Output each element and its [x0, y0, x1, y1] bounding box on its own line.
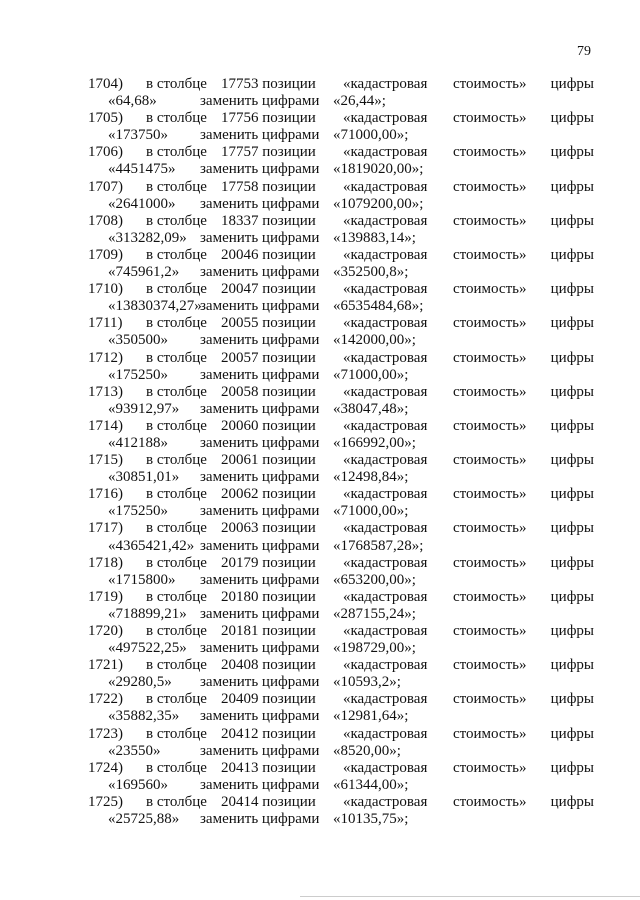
- item-number: 1711): [88, 315, 123, 332]
- item-number: 1715): [88, 452, 123, 469]
- column-label: в столбце: [146, 144, 207, 161]
- value-word: стоимость»: [453, 554, 527, 571]
- cadastral-word: «кадастровая: [343, 315, 428, 332]
- replace-phrase: заменить цифрами: [200, 127, 320, 144]
- column-label: в столбце: [146, 212, 207, 229]
- value-word: стоимость»: [453, 759, 527, 776]
- old-value: «313282,09»: [108, 229, 187, 246]
- cadastral-word: «кадастровая: [343, 417, 428, 434]
- replace-phrase: заменить цифрами: [200, 195, 320, 212]
- list-item: [88, 315, 594, 349]
- column-label: в столбце: [146, 759, 207, 776]
- new-value: «6535484,68»;: [333, 298, 424, 315]
- old-value: «718899,21»: [108, 605, 187, 622]
- value-word: стоимость»: [453, 623, 527, 639]
- value-word: стоимость»: [453, 520, 527, 537]
- cadastral-word: «кадастровая: [343, 246, 428, 263]
- new-value: «38047,48»;: [333, 400, 409, 417]
- item-number: 1716): [88, 486, 123, 503]
- replace-phrase: заменить цифрами: [200, 469, 320, 486]
- new-value: «139883,14»;: [333, 229, 416, 246]
- digits-word: цифры: [550, 246, 594, 263]
- list-item: [88, 76, 594, 110]
- cadastral-word: «кадастровая: [343, 759, 428, 776]
- cadastral-word: «кадастровая: [343, 212, 428, 229]
- column-label: в столбце: [146, 315, 207, 332]
- position-number: 17756 позиции: [221, 110, 316, 127]
- new-value: «166992,00»;: [333, 434, 416, 451]
- column-label: в столбце: [146, 452, 207, 469]
- replace-phrase: заменить цифрами: [200, 332, 320, 349]
- position-number: 20061 позиции: [221, 452, 316, 469]
- column-label: в столбце: [146, 588, 207, 605]
- digits-word: цифры: [550, 725, 594, 742]
- digits-word: цифры: [550, 76, 594, 92]
- new-value: «26,44»;: [333, 93, 386, 110]
- replace-phrase: заменить цифрами: [200, 366, 320, 383]
- new-value: «1819020,00»;: [333, 161, 424, 178]
- item-number: 1705): [88, 110, 123, 127]
- position-number: 20062 позиции: [221, 486, 316, 503]
- position-number: 20057 позиции: [221, 349, 316, 366]
- digits-word: цифры: [550, 691, 594, 708]
- position-number: 20179 позиции: [221, 554, 316, 571]
- item-number: 1706): [88, 144, 123, 161]
- digits-word: цифры: [550, 178, 594, 195]
- old-value: «93912,97»: [108, 400, 180, 417]
- new-value: «61344,00»;: [333, 776, 409, 793]
- digits-word: цифры: [550, 110, 594, 127]
- cadastral-word: «кадастровая: [343, 520, 428, 537]
- new-value: «287155,24»;: [333, 605, 416, 622]
- position-number: 17758 позиции: [221, 178, 316, 195]
- old-value: «4451475»: [108, 161, 176, 178]
- replace-phrase: заменить цифрами: [200, 640, 320, 657]
- replace-phrase: заменить цифрами: [200, 571, 320, 588]
- digits-word: цифры: [550, 144, 594, 161]
- digits-word: цифры: [550, 383, 594, 400]
- position-number: 17753 позиции: [221, 76, 316, 92]
- new-value: «10135,75»;: [333, 811, 409, 828]
- old-value: «29280,5»: [108, 674, 172, 691]
- position-number: 20409 позиции: [221, 691, 316, 708]
- new-value: «352500,8»;: [333, 264, 409, 281]
- digits-word: цифры: [550, 793, 594, 810]
- digits-word: цифры: [550, 212, 594, 229]
- cadastral-word: «кадастровая: [343, 76, 428, 92]
- item-number: 1720): [88, 623, 123, 639]
- old-value: «25725,88»: [108, 811, 180, 828]
- cadastral-word: «кадастровая: [343, 383, 428, 400]
- old-value: «175250»: [108, 503, 168, 520]
- item-number: 1710): [88, 281, 123, 298]
- value-word: стоимость»: [453, 383, 527, 400]
- cadastral-word: «кадастровая: [343, 486, 428, 503]
- list-item: [88, 213, 594, 247]
- item-number: 1721): [88, 657, 123, 674]
- value-word: стоимость»: [453, 793, 527, 810]
- position-number: 20046 позиции: [221, 246, 316, 263]
- column-label: в столбце: [146, 623, 207, 639]
- value-word: стоимость»: [453, 691, 527, 708]
- position-number: 20058 позиции: [221, 383, 316, 400]
- digits-word: цифры: [550, 657, 594, 674]
- replace-phrase: заменить цифрами: [200, 708, 320, 725]
- cadastral-word: «кадастровая: [343, 178, 428, 195]
- position-number: 20047 позиции: [221, 281, 316, 298]
- digits-word: цифры: [550, 759, 594, 776]
- list-item: [88, 418, 594, 452]
- list-item: [88, 691, 594, 725]
- amendment-list: [88, 76, 594, 828]
- list-item: [88, 281, 594, 315]
- list-item: [88, 247, 594, 281]
- old-value: «1715800»: [108, 571, 176, 588]
- column-label: в столбце: [146, 110, 207, 127]
- cadastral-word: «кадастровая: [343, 657, 428, 674]
- list-item: [88, 350, 594, 384]
- column-label: в столбце: [146, 349, 207, 366]
- replace-phrase: заменить цифрами: [200, 264, 320, 281]
- new-value: «71000,00»;: [333, 127, 409, 144]
- list-item: [88, 726, 594, 760]
- replace-phrase: заменить цифрами: [200, 93, 320, 110]
- value-word: стоимость»: [453, 349, 527, 366]
- list-item: [88, 110, 594, 144]
- replace-phrase: заменить цифрами: [200, 811, 320, 828]
- old-value: «35882,35»: [108, 708, 180, 725]
- old-value: «350500»: [108, 332, 168, 349]
- item-number: 1717): [88, 520, 123, 537]
- value-word: стоимость»: [453, 110, 527, 127]
- new-value: «71000,00»;: [333, 503, 409, 520]
- new-value: «142000,00»;: [333, 332, 416, 349]
- replace-phrase: заменить цифрами: [200, 605, 320, 622]
- item-number: 1718): [88, 554, 123, 571]
- item-number: 1712): [88, 349, 123, 366]
- list-item: [88, 657, 594, 691]
- cadastral-word: «кадастровая: [343, 623, 428, 639]
- value-word: стоимость»: [453, 178, 527, 195]
- list-item: [88, 486, 594, 520]
- item-number: 1704): [88, 76, 123, 92]
- replace-phrase: заменить цифрами: [200, 400, 320, 417]
- item-number: 1719): [88, 588, 123, 605]
- new-value: «1079200,00»;: [333, 195, 424, 212]
- replace-phrase: заменить цифрами: [200, 674, 320, 691]
- scan-edge-line: [300, 896, 640, 897]
- cadastral-word: «кадастровая: [343, 144, 428, 161]
- page-number: 79: [577, 44, 591, 59]
- list-item: [88, 179, 594, 213]
- column-label: в столбце: [146, 417, 207, 434]
- column-label: в столбце: [146, 657, 207, 674]
- value-word: стоимость»: [453, 144, 527, 161]
- cadastral-word: «кадастровая: [343, 725, 428, 742]
- old-value: «23550»: [108, 742, 161, 759]
- digits-word: цифры: [550, 452, 594, 469]
- cadastral-word: «кадастровая: [343, 452, 428, 469]
- item-number: 1714): [88, 417, 123, 434]
- list-item: [88, 555, 594, 589]
- value-word: стоимость»: [453, 76, 527, 92]
- column-label: в столбце: [146, 793, 207, 810]
- position-number: 20414 позиции: [221, 793, 316, 810]
- list-item: [88, 520, 594, 554]
- value-word: стоимость»: [453, 246, 527, 263]
- new-value: «10593,2»;: [333, 674, 401, 691]
- column-label: в столбце: [146, 725, 207, 742]
- column-label: в столбце: [146, 691, 207, 708]
- cadastral-word: «кадастровая: [343, 588, 428, 605]
- value-word: стоимость»: [453, 486, 527, 503]
- position-number: 20181 позиции: [221, 623, 316, 639]
- position-number: 20408 позиции: [221, 657, 316, 674]
- new-value: «12981,64»;: [333, 708, 409, 725]
- old-value: «4365421,42»: [108, 537, 195, 554]
- item-number: 1724): [88, 759, 123, 776]
- replace-phrase: заменить цифрами: [200, 537, 320, 554]
- position-number: 20060 позиции: [221, 417, 316, 434]
- digits-word: цифры: [550, 588, 594, 605]
- column-label: в столбце: [146, 178, 207, 195]
- value-word: стоимость»: [453, 588, 527, 605]
- replace-phrase: заменить цифрами: [200, 161, 320, 178]
- item-number: 1707): [88, 178, 123, 195]
- new-value: «8520,00»;: [333, 742, 401, 759]
- replace-phrase: заменить цифрами: [200, 742, 320, 759]
- column-label: в столбце: [146, 246, 207, 263]
- item-number: 1713): [88, 383, 123, 400]
- position-number: 17757 позиции: [221, 144, 316, 161]
- old-value: «169560»: [108, 776, 168, 793]
- old-value: «497522,25»: [108, 640, 187, 657]
- old-value: «13830374,27»: [108, 298, 202, 315]
- value-word: стоимость»: [453, 315, 527, 332]
- replace-phrase: заменить цифрами: [200, 503, 320, 520]
- item-number: 1709): [88, 246, 123, 263]
- old-value: «30851,01»: [108, 469, 180, 486]
- old-value: «745961,2»: [108, 264, 180, 281]
- replace-phrase: заменить цифрами: [200, 298, 320, 315]
- list-item: [88, 794, 594, 828]
- new-value: «198729,00»;: [333, 640, 416, 657]
- list-item: [88, 452, 594, 486]
- column-label: в столбце: [146, 76, 207, 92]
- cadastral-word: «кадастровая: [343, 281, 428, 298]
- new-value: «71000,00»;: [333, 366, 409, 383]
- item-number: 1708): [88, 212, 123, 229]
- new-value: «1768587,28»;: [333, 537, 424, 554]
- cadastral-word: «кадастровая: [343, 691, 428, 708]
- position-number: 18337 позиции: [221, 212, 316, 229]
- position-number: 20413 позиции: [221, 759, 316, 776]
- list-item: [88, 384, 594, 418]
- column-label: в столбце: [146, 554, 207, 571]
- digits-word: цифры: [550, 520, 594, 537]
- replace-phrase: заменить цифрами: [200, 229, 320, 246]
- digits-word: цифры: [550, 281, 594, 298]
- value-word: стоимость»: [453, 417, 527, 434]
- replace-phrase: заменить цифрами: [200, 434, 320, 451]
- old-value: «412188»: [108, 434, 168, 451]
- list-item: [88, 589, 594, 623]
- item-number: 1723): [88, 725, 123, 742]
- column-label: в столбце: [146, 383, 207, 400]
- new-value: «12498,84»;: [333, 469, 409, 486]
- position-number: 20055 позиции: [221, 315, 316, 332]
- old-value: «173750»: [108, 127, 168, 144]
- digits-word: цифры: [550, 315, 594, 332]
- digits-word: цифры: [550, 623, 594, 639]
- old-value: «175250»: [108, 366, 168, 383]
- value-word: стоимость»: [453, 657, 527, 674]
- item-number: 1722): [88, 691, 123, 708]
- value-word: стоимость»: [453, 212, 527, 229]
- item-number: 1725): [88, 793, 123, 810]
- list-item: [88, 760, 594, 794]
- column-label: в столбце: [146, 520, 207, 537]
- list-item: [88, 623, 594, 657]
- value-word: стоимость»: [453, 281, 527, 298]
- cadastral-word: «кадастровая: [343, 349, 428, 366]
- column-label: в столбце: [146, 486, 207, 503]
- digits-word: цифры: [550, 554, 594, 571]
- column-label: в столбце: [146, 281, 207, 298]
- position-number: 20180 позиции: [221, 588, 316, 605]
- cadastral-word: «кадастровая: [343, 554, 428, 571]
- cadastral-word: «кадастровая: [343, 793, 428, 810]
- digits-word: цифры: [550, 486, 594, 503]
- digits-word: цифры: [550, 417, 594, 434]
- digits-word: цифры: [550, 349, 594, 366]
- new-value: «653200,00»;: [333, 571, 416, 588]
- position-number: 20063 позиции: [221, 520, 316, 537]
- replace-phrase: заменить цифрами: [200, 776, 320, 793]
- position-number: 20412 позиции: [221, 725, 316, 742]
- value-word: стоимость»: [453, 725, 527, 742]
- old-value: «64,68»: [108, 93, 157, 110]
- cadastral-word: «кадастровая: [343, 110, 428, 127]
- value-word: стоимость»: [453, 452, 527, 469]
- old-value: «2641000»: [108, 195, 176, 212]
- list-item: [88, 144, 594, 178]
